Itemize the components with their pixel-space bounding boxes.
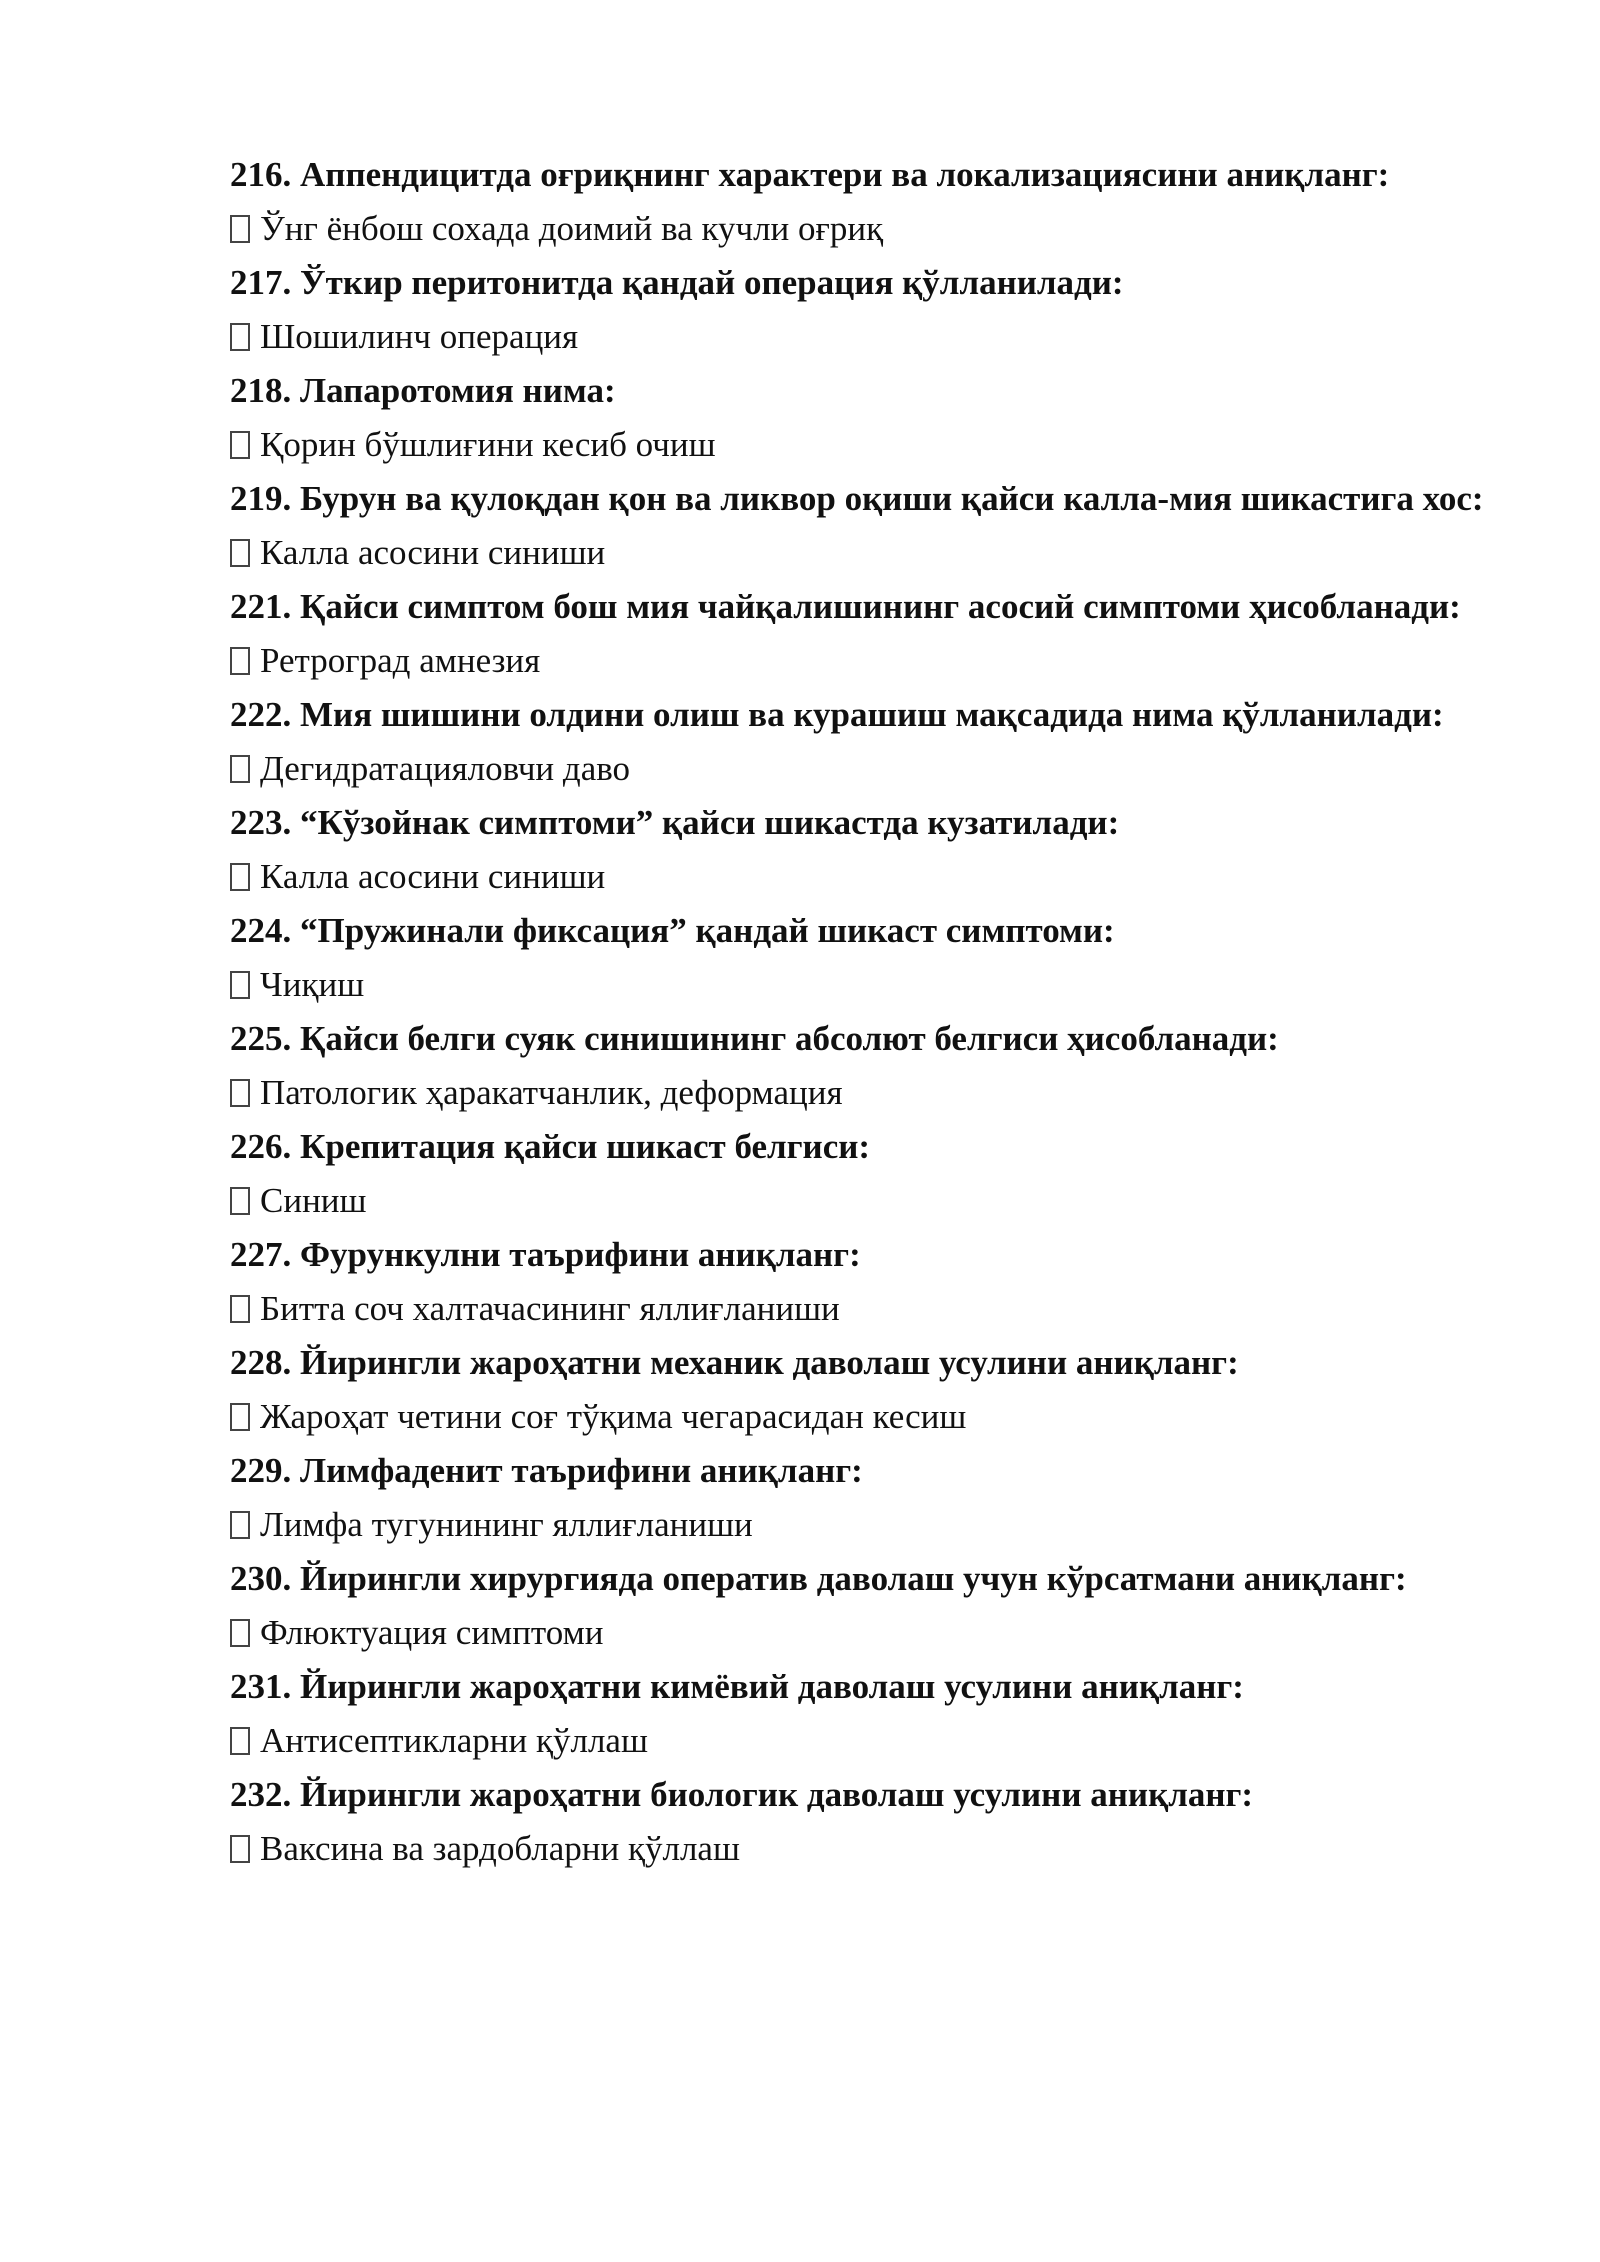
question-text: 222. Мия шишини олдини олиш ва курашиш мақсадида нима қўлланилади:: [230, 695, 1444, 734]
qa-item: [230, 1554, 1520, 1662]
qa-list: [230, 150, 1520, 1878]
answer-line: [230, 740, 1520, 798]
missing-glyph-icon: [230, 215, 250, 243]
qa-item: [230, 906, 1520, 1014]
answer-text: Ретроград амнезия: [260, 641, 541, 680]
answer-line: [230, 1604, 1520, 1662]
answer-line: [230, 1712, 1520, 1770]
answer-text: Патологик ҳаракатчанлик, деформация: [260, 1073, 843, 1112]
answer-line: [230, 1496, 1520, 1554]
question-text: 228. Йирингли жароҳатни механик даволаш усулини аниқланг:: [230, 1343, 1239, 1382]
question-text: 224. “Пружинали фиксация” қандай шикаст симптоми:: [230, 911, 1115, 950]
answer-text: Калла асосини синиши: [260, 857, 606, 896]
answer-text: Синиш: [260, 1181, 367, 1220]
answer-text: Вaксина ва зардобларни қўллаш: [260, 1829, 740, 1868]
question-text: 229. Лимфаденит таърифини аниқланг:: [230, 1451, 863, 1490]
answer-line: [230, 1388, 1520, 1446]
answer-line: [230, 848, 1520, 906]
answer-text: Дегидратацияловчи даво: [260, 749, 631, 788]
answer-text: Жароҳат четини соғ тўқима чегарасидан кесиш: [260, 1397, 967, 1436]
answer-line: [230, 1280, 1520, 1338]
question-text: 232. Йирингли жароҳатни биологик даволаш усулини аниқланг:: [230, 1775, 1254, 1814]
qa-item: [230, 150, 1520, 258]
answer-text: Шошилинч операция: [260, 317, 579, 356]
answer-line: [230, 1172, 1520, 1230]
missing-glyph-icon: [230, 1835, 250, 1863]
answer-line: [230, 1820, 1520, 1878]
qa-item: [230, 1122, 1520, 1230]
answer-line: [230, 416, 1520, 474]
missing-glyph-icon: [230, 1511, 250, 1539]
answer-line: [230, 956, 1520, 1014]
question-text: 219. Бурун ва қулоқдан қон ва ликвор оқиши қайси калла-мия шикастига хос:: [230, 479, 1484, 518]
question-text: 227. Фурункулни таърифини аниқланг:: [230, 1235, 861, 1274]
qa-item: [230, 1446, 1520, 1554]
qa-item: [230, 366, 1520, 474]
qa-item: [230, 474, 1520, 582]
missing-glyph-icon: [230, 323, 250, 351]
qa-item: [230, 1230, 1520, 1338]
missing-glyph-icon: [230, 1295, 250, 1323]
qa-item: [230, 690, 1520, 798]
qa-item: [230, 258, 1520, 366]
question-text: 216. Аппендицитда оғриқнинг характери ва локализациясини аниқланг:: [230, 155, 1390, 194]
answer-line: [230, 308, 1520, 366]
answer-text: Қорин бўшлиғини кесиб очиш: [260, 425, 716, 464]
missing-glyph-icon: [230, 863, 250, 891]
missing-glyph-icon: [230, 755, 250, 783]
question-text: 223. “Кўзойнак симптоми” қайси шикастда кузатилади:: [230, 803, 1120, 842]
question-text: 221. Қайси симптом бош мия чайқалишининг асосий симптоми ҳисобланади:: [230, 587, 1461, 626]
answer-text: Битта соч халтачасининг яллиғланиши: [260, 1289, 840, 1328]
answer-line: [230, 524, 1520, 582]
answer-text: Чиқиш: [260, 965, 365, 1004]
qa-item: [230, 582, 1520, 690]
qa-item: [230, 798, 1520, 906]
answer-text: Лимфа тугунининг яллиғланиши: [260, 1505, 753, 1544]
missing-glyph-icon: [230, 1727, 250, 1755]
question-text: 217. Ўткир перитонитда қандай операция қўлланилади:: [230, 263, 1124, 302]
answer-text: Калла асосини синиши: [260, 533, 606, 572]
answer-text: Антисептикларни қўллаш: [260, 1721, 648, 1760]
qa-item: [230, 1338, 1520, 1446]
answer-line: [230, 632, 1520, 690]
missing-glyph-icon: [230, 647, 250, 675]
missing-glyph-icon: [230, 1403, 250, 1431]
answer-line: [230, 1064, 1520, 1122]
qa-item: [230, 1014, 1520, 1122]
question-text: 218. Лапаротомия нима:: [230, 371, 616, 410]
missing-glyph-icon: [230, 1079, 250, 1107]
question-text: 230. Йирингли хирургияда оператив даволаш учун кўрсатмани аниқланг:: [230, 1559, 1407, 1598]
missing-glyph-icon: [230, 971, 250, 999]
question-text: 231. Йирингли жароҳатни кимёвий даволаш усулини аниқланг:: [230, 1667, 1244, 1706]
qa-item: [230, 1662, 1520, 1770]
missing-glyph-icon: [230, 539, 250, 567]
missing-glyph-icon: [230, 1187, 250, 1215]
qa-item: [230, 1770, 1520, 1878]
missing-glyph-icon: [230, 431, 250, 459]
answer-text: Флюктуация симптоми: [260, 1613, 604, 1652]
answer-text: Ўнг ёнбош сохада доимий ва кучли оғриқ: [260, 209, 884, 248]
answer-line: [230, 200, 1520, 258]
question-text: 225. Қайси белги суяк синишининг абсолют белгиси ҳисобланади:: [230, 1019, 1279, 1058]
question-text: 226. Крепитация қайси шикаст белгиси:: [230, 1127, 871, 1166]
missing-glyph-icon: [230, 1619, 250, 1647]
